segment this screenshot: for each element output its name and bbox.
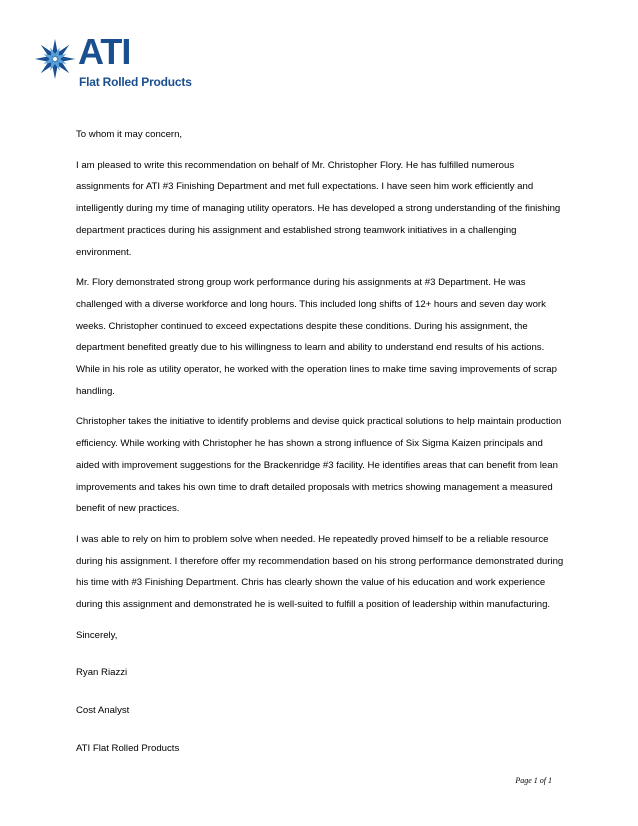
letter-paragraph-1: I am pleased to write this recommendation on behalf of Mr. Christopher Flory. He has fulfilled numerous assignments for ATI #3 Finishing Department and met full expectations. I have seen him work efficiently and intelligently during my time of managing utility operators. He has developed a strong understanding of the finishing department practices during his assignment and established strong teamwork initiatives in a challenging environment.: [76, 159, 561, 258]
letter-body: [76, 124, 566, 776]
logo-wordmark: ATI: [78, 31, 131, 72]
signer-company: ATI Flat Rolled Products: [76, 742, 180, 754]
page-number: Page 1 of 1: [515, 776, 552, 785]
logo-subtitle: Flat Rolled Products: [79, 75, 192, 89]
letter-paragraph-2: Mr. Flory demonstrated strong group work performance during his assignments at #3 Department. He was challenged with a diverse workforce and long hours. This included long shifts of 12+ hours and seven day work weeks. Christopher continued to exceed expectations despite these conditions. During his assignment, the department benefited greatly due to his willingness to learn and ability to understand end results of his actions. While in his role as utility operator, he worked with the operation lines to make time saving improvements of scrap handling.: [76, 277, 557, 397]
closing: Sincerely,: [76, 629, 118, 641]
signature-block: [76, 625, 566, 760]
ati-star-icon: [34, 38, 76, 80]
salutation: To whom it may concern,: [76, 129, 183, 140]
signer-name: Ryan Riazzi: [76, 667, 128, 679]
signer-title: Cost Analyst: [76, 705, 130, 717]
company-logo: [34, 31, 194, 92]
letter-paragraph-3: Christopher takes the initiative to identify problems and devise quick practical solutions to help maintain production efficiency. While working with Christopher he has shown a strong influence of Six Sigma Kaizen principals and aided with improvement suggestions for the Brackenridge #3 facility. He identifies areas that can benefit from lean improvements and takes his own time to draft detailed proposals with metrics showing management a measured benefit of new practices.: [76, 416, 562, 515]
letter-paragraph-4: I was able to rely on him to problem solve when needed. He repeatedly proved himself to be a reliable resource during his assignment. I therefore offer my recommendation based on his strong performance demonstrated during his time with #3 Finishing Department. Chris has clearly shown the value of his education and work experience during this assignment and demonstrated he is well-suited to fulfill a position of leadership within manufacturing.: [76, 533, 564, 611]
